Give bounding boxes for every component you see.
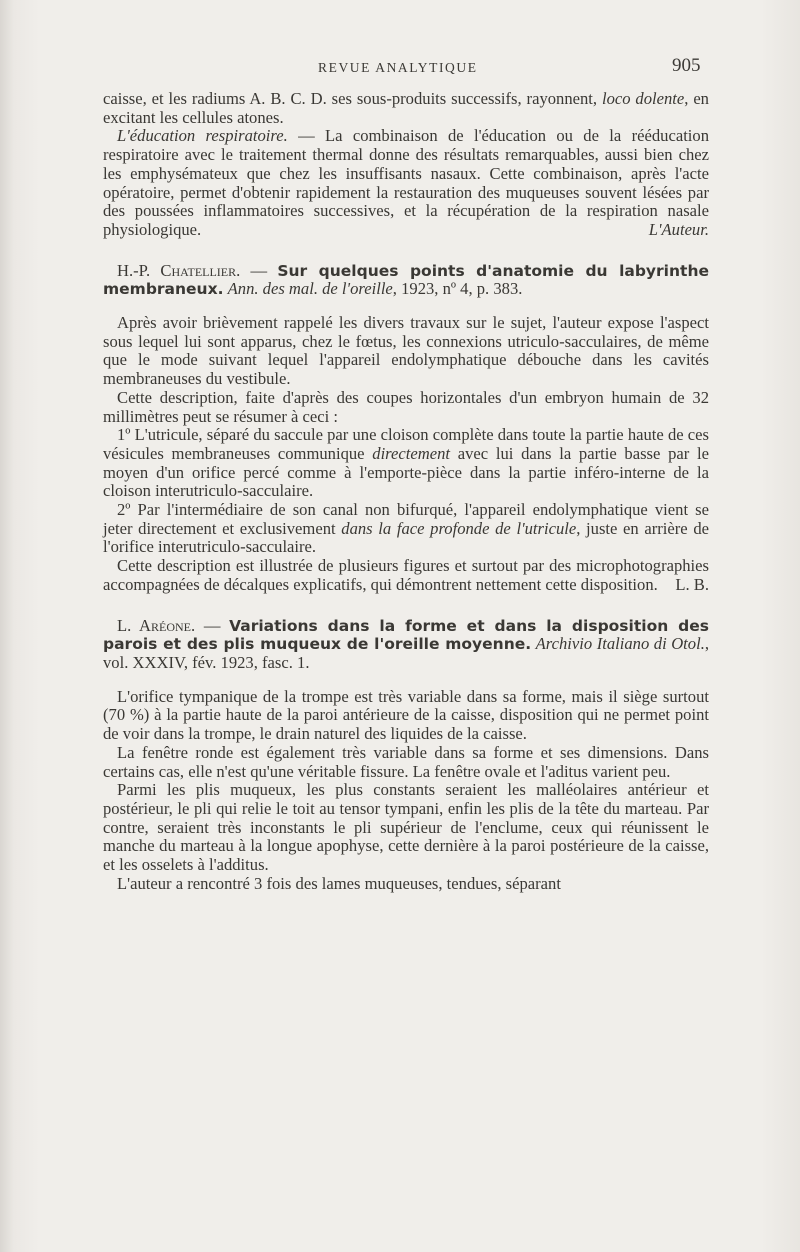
review2-dash: — [240,260,278,280]
review3-heading [103,617,709,673]
review1-signature: L'Auteur. [648,219,709,239]
review2-author: H.-P. Chatellier. [117,260,241,280]
review2-paragraph-5 [103,557,709,594]
review1-paragraph-2 [103,127,709,239]
review2-title: Sur quelques points d'anatomie du labyrinthe membraneux. [103,261,709,299]
review3-citation: , vol. XXXIV, fév. 1923, fasc. 1. [103,634,710,672]
review1-p1-italic: loco dolente [601,89,685,108]
review2-p4-text: 2º Par l'intermédiaire de son canal non bifurqué, l'appareil endolymphatique vient se jeter directement et exclusivement [103,500,709,538]
review2-paragraph-3 [103,426,709,501]
review2-journal: Ann. des mal. de l'oreille [227,279,393,299]
review3-paragraph-2: La fenêtre ronde est également très variable dans sa forme et ses dimensions. Dans certains cas, elle n'est qu'une véritable fissure. La fenêtre ovale et l'aditus varient peu. [103,742,709,781]
review2-p3-italic: directement [372,443,450,463]
review1-section-title: L'éducation respiratoire. [117,126,288,146]
review3-journal: Archivio Italiano di Otol. [535,634,705,654]
review1-paragraph-1 [103,90,709,127]
review1-p2-text: — La combinaison de l'éducation ou de la rééducation respiratoire avec le traitement thermal donne des résultats remarquables, aussi bien chez les emphysémateux que chez les insuffisants nasaux. Cette combinaison, après l'acte opératoire, permet d'obtenir rapidement la restauration des muqueuses souvent lésées par des poussées inflammatoires successives, et la récupération de la respiration nasale physiologique. [103,126,710,239]
running-head: REVUE ANALYTIQUE [318,60,478,75]
review3-dash: — [195,615,230,635]
review2-signature: L. B. [675,574,709,594]
review2-p4-italic: dans la face profonde de l'utricule [341,518,577,538]
review2-citation: , 1923, nº 4, p. 383. [392,279,523,299]
review3-paragraph-1: L'orifice tympanique de la trompe est très variable dans sa forme, mais il siège surtout (70 %) à la partie haute de la paroi antérieure de la caisse, disposition qui ne permet point de voir dans la trompe, le drain naturel des liquides de la caisse. [103,686,709,744]
review3-title: Variations dans la forme et dans la disposition des parois et des plis muqueux de l'oreille moyenne. [103,616,709,654]
review1-p1-end: , en excitant les cellules atones. [103,89,709,127]
body-text [103,90,709,893]
review2-p3-text: 1º L'utricule, séparé du saccule par une cloison complète dans toute la partie haute de ces vésicules membraneuses communique [103,425,709,463]
review2-paragraph-1: Après avoir brièvement rappelé les divers travaux sur le sujet, l'auteur expose l'aspect sous lequel lui sont apparus, chez le fœtus, les connexions utriculo-sacculaires, de même que le mode suivant lequel l'appareil endolymphatique débouche dans les cavités membraneuses du vestibule. [103,313,709,389]
review3-paragraph-3: Parmi les plis muqueux, les plus constants seraient les malléolaires antérieur et postérieur, le pli qui relie le toit au tensor tympani, enfin les plis de la tête du marteau. Par contre, seraient très inconstants le pli supérieur de l'enclume, ceux qui réunissent le manche du marteau à la longue apophyse, cette dernière à la paroi postérieure de la caisse, et les osselets à l'additus. [103,780,709,875]
review2-p4-end: , juste en arrière de l'orifice interutriculo-sacculaire. [103,518,709,557]
review2-p3-end: avec lui dans la partie basse par le moyen d'un orifice percé comme à l'emporte-pièce dans la partie inféro-interne de la cloison interutriculo-sacculaire. [103,443,709,501]
page-number: 905 [672,55,701,76]
review2-p5-text: Cette description est illustrée de plusieurs figures et surtout par des microphotographies accompagnées de décalques explicatifs, qui démontrent nettement cette disposition. [103,556,709,594]
review2-paragraph-4 [103,501,709,557]
review2-heading [103,262,709,299]
review3-paragraph-4: L'auteur a rencontré 3 fois des lames muqueuses, tendues, séparant [117,873,561,893]
review3-author: L. Aréone. [117,615,196,635]
review1-p1-text: caisse, et les radiums A. B. C. D. ses sous-produits successifs, rayonnent, [103,89,602,108]
review2-paragraph-2: Cette description, faite d'après des coupes horizontales d'un embryon humain de 32 millimètres peut se résumer à ceci : [103,387,709,426]
